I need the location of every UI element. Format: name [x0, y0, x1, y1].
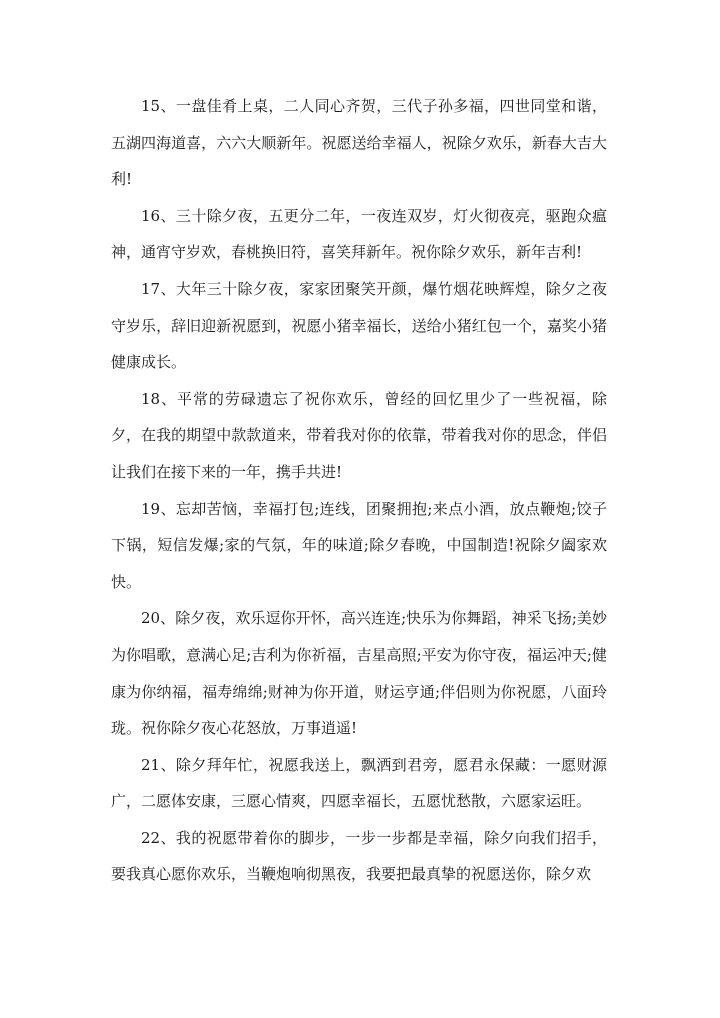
paragraph-21: 21、除夕拜年忙，祝愿我送上，飘洒到君旁，愿君永保藏：一愿财源广，二愿体安康，三愿心情爽，四愿幸福长，五愿忧愁散，六愿家运旺。: [111, 755, 607, 811]
paragraph-17: 17、大年三十除夕夜，家家团聚笑开颜，爆竹烟花映辉煌，除夕之夜守岁乐，辞旧迎新祝愿到，祝愿小猪幸福长，送给小猪红包一个，嘉奖小猪健康成长。: [111, 279, 607, 372]
paragraph-19: 19、忘却苦恼，幸福打包;连线，团聚拥抱;来点小酒，放点鞭炮;饺子下锅，短信发爆;家的气氛，年的味道;除夕春晚，中国制造!祝除夕阖家欢快。: [111, 499, 607, 591]
paragraph-18: 18、平常的劳碌遗忘了祝你欢乐，曾经的回忆里少了一些祝福，除夕，在我的期望中款款道来，带着我对你的依靠，带着我对你的思念，伴侣让我们在接下来的一年，携手共进!: [111, 389, 607, 481]
paragraph-20: 20、除夕夜，欢乐逗你开怀，高兴连连;快乐为你舞蹈，神采飞扬;美妙为你唱歌，意满心足;吉利为你祈福，吉星高照;平安为你守夜，福运冲天;健康为你纳福，福寿绵绵;财神为你开道，财运亨通;伴侣则为你祝愿，八面玲珑。祝你除夕夜心花怒放，万事逍遥!: [111, 609, 607, 738]
paragraph-16: 16、三十除夕夜，五更分二年，一夜连双岁，灯火彻夜亮，驱跑众瘟神，通宵守岁欢，春桃换旧符，喜笑拜新年。祝你除夕欢乐，新年吉利!: [111, 206, 607, 262]
paragraph-15: 15、一盘佳肴上桌，二人同心齐贺，三代子孙多福，四世同堂和谐，五湖四海道喜，六六大顺新年。祝愿送给幸福人，祝除夕欢乐，新春大吉大利!: [111, 97, 607, 189]
document-body: [111, 88, 607, 893]
paragraph-22: 22、我的祝愿带着你的脚步，一步一步都是幸福，除夕向我们招手，要我真心愿你欢乐，当鞭炮响彻黑夜，我要把最真挚的祝愿送你，除夕欢: [111, 828, 607, 884]
